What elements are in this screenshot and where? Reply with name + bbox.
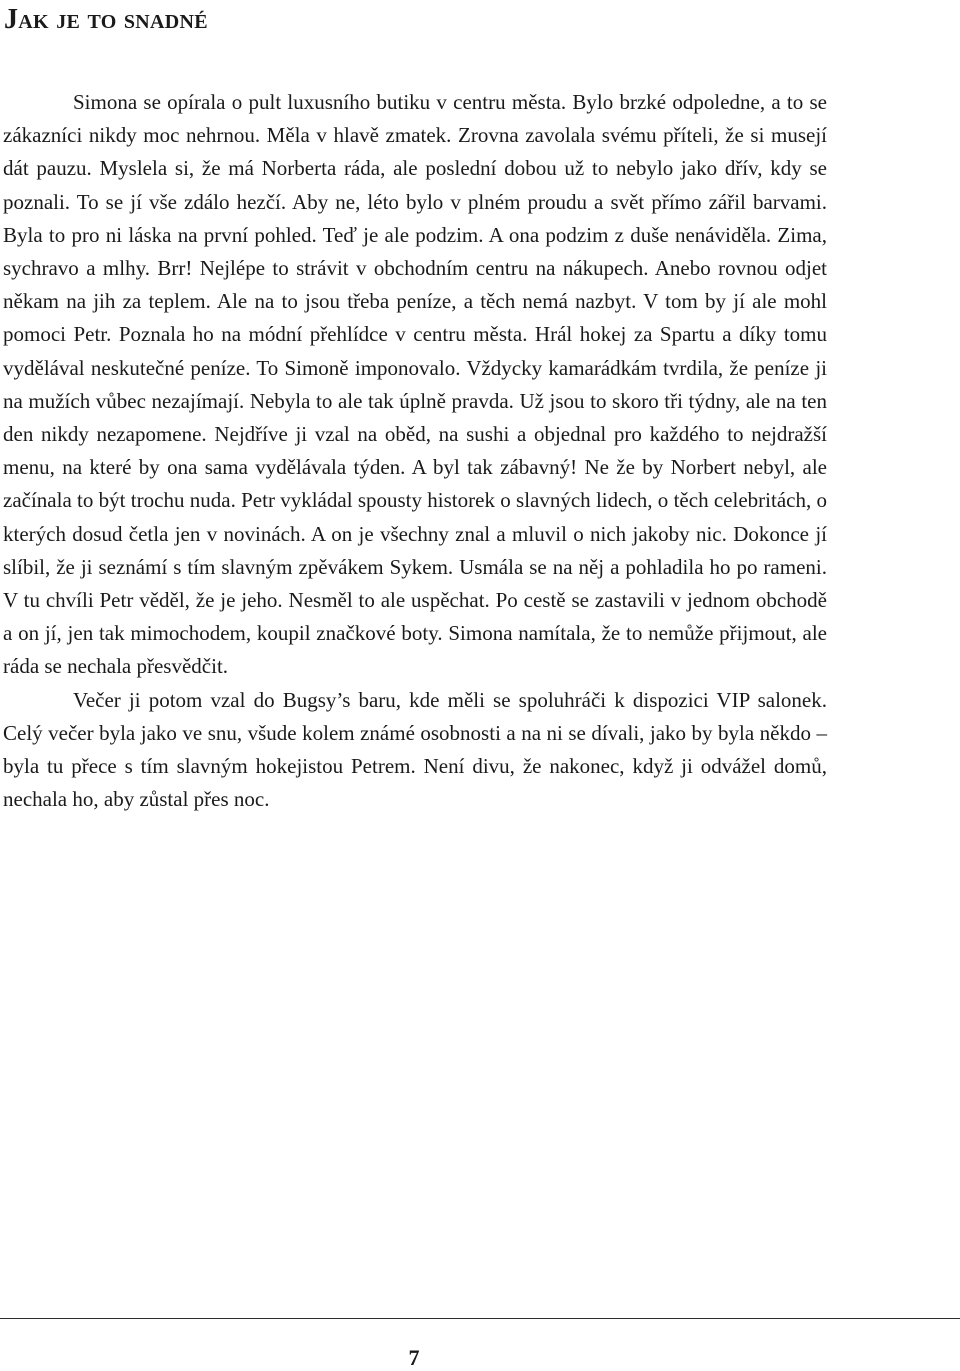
chapter-body [3, 86, 827, 816]
chapter-title: Jak je to snadné [4, 4, 208, 35]
footer-divider [0, 1318, 960, 1319]
paragraph: Simona se opírala o pult luxusního butiku v centru města. Bylo brzké odpoledne, a to se zákazníci nikdy moc nehrnou. Měla v hlavě zmatek. Zrovna zavolala svému příteli, že si musejí dát pauzu. Myslela si, že má Norberta ráda, ale poslední dobou už to nebylo jako dřív, kdy se poznali. To se jí vše zdálo hezčí. Aby ne, léto bylo v plném proudu a svět přímo zářil barvami. Byla to pro ni láska na první pohled. Teď je ale podzim. A ona podzim z duše nenáviděla. Zima, sychravo a mlhy. Brr! Nejlépe to strávit v obchodním centru na nákupech. Anebo rovnou odjet někam na jih za teplem. Ale na to jsou třeba peníze, a těch nemá nazbyt. V tom by jí ale mohl pomoci Petr. Poznala ho na módní přehlídce v centru města. Hrál hokej za Spartu a díky tomu vydělával neskutečné peníze. To Simoně imponovalo. Vždycky kamarádkám tvrdila, že peníze ji na mužích vůbec nezajímají. Nebyla to ale tak úplně pravda. Už jsou to skoro tři týdny, ale na ten den nikdy nezapomene. Nejdříve ji vzal na oběd, na sushi a objednal pro každého to nejdražší menu, na které by ona sama vydělávala týden. A byl tak zábavný! Ne že by Norbert nebyl, ale začínala to být trochu nuda. Petr vykládal spousty historek o slavných lidech, o těch celebritách, o kterých dosud četla jen v novinách. A on je všechny znal a mluvil o nich jakoby nic. Dokonce jí slíbil, že ji seznámí s tím slavným zpěvákem Sykem. Usmála se na něj a pohladila ho po rameni. V tu chvíli Petr věděl, že je jeho. Nesměl to ale uspěchat. Po cestě se zastavili v jednom obchodě a on jí, jen tak mimochodem, koupil značkové boty. Simona namítala, že to nemůže přijmout, ale ráda se nechala přesvědčit. [3, 90, 827, 679]
paragraph: Večer ji potom vzal do Bugsy’s baru, kde měli se spoluhráči k dispozici VIP salonek. Celý večer byla jako ve snu, všude kolem známé osobnosti a na ni se dívali, jako by byla někdo – byla tu přece s tím slavným hokejistou Petrem. Není divu, že nakonec, když ji odvážel domů, nechala ho, aby zůstal přes noc. [3, 687, 827, 812]
page-number: 7 [408, 1345, 420, 1370]
